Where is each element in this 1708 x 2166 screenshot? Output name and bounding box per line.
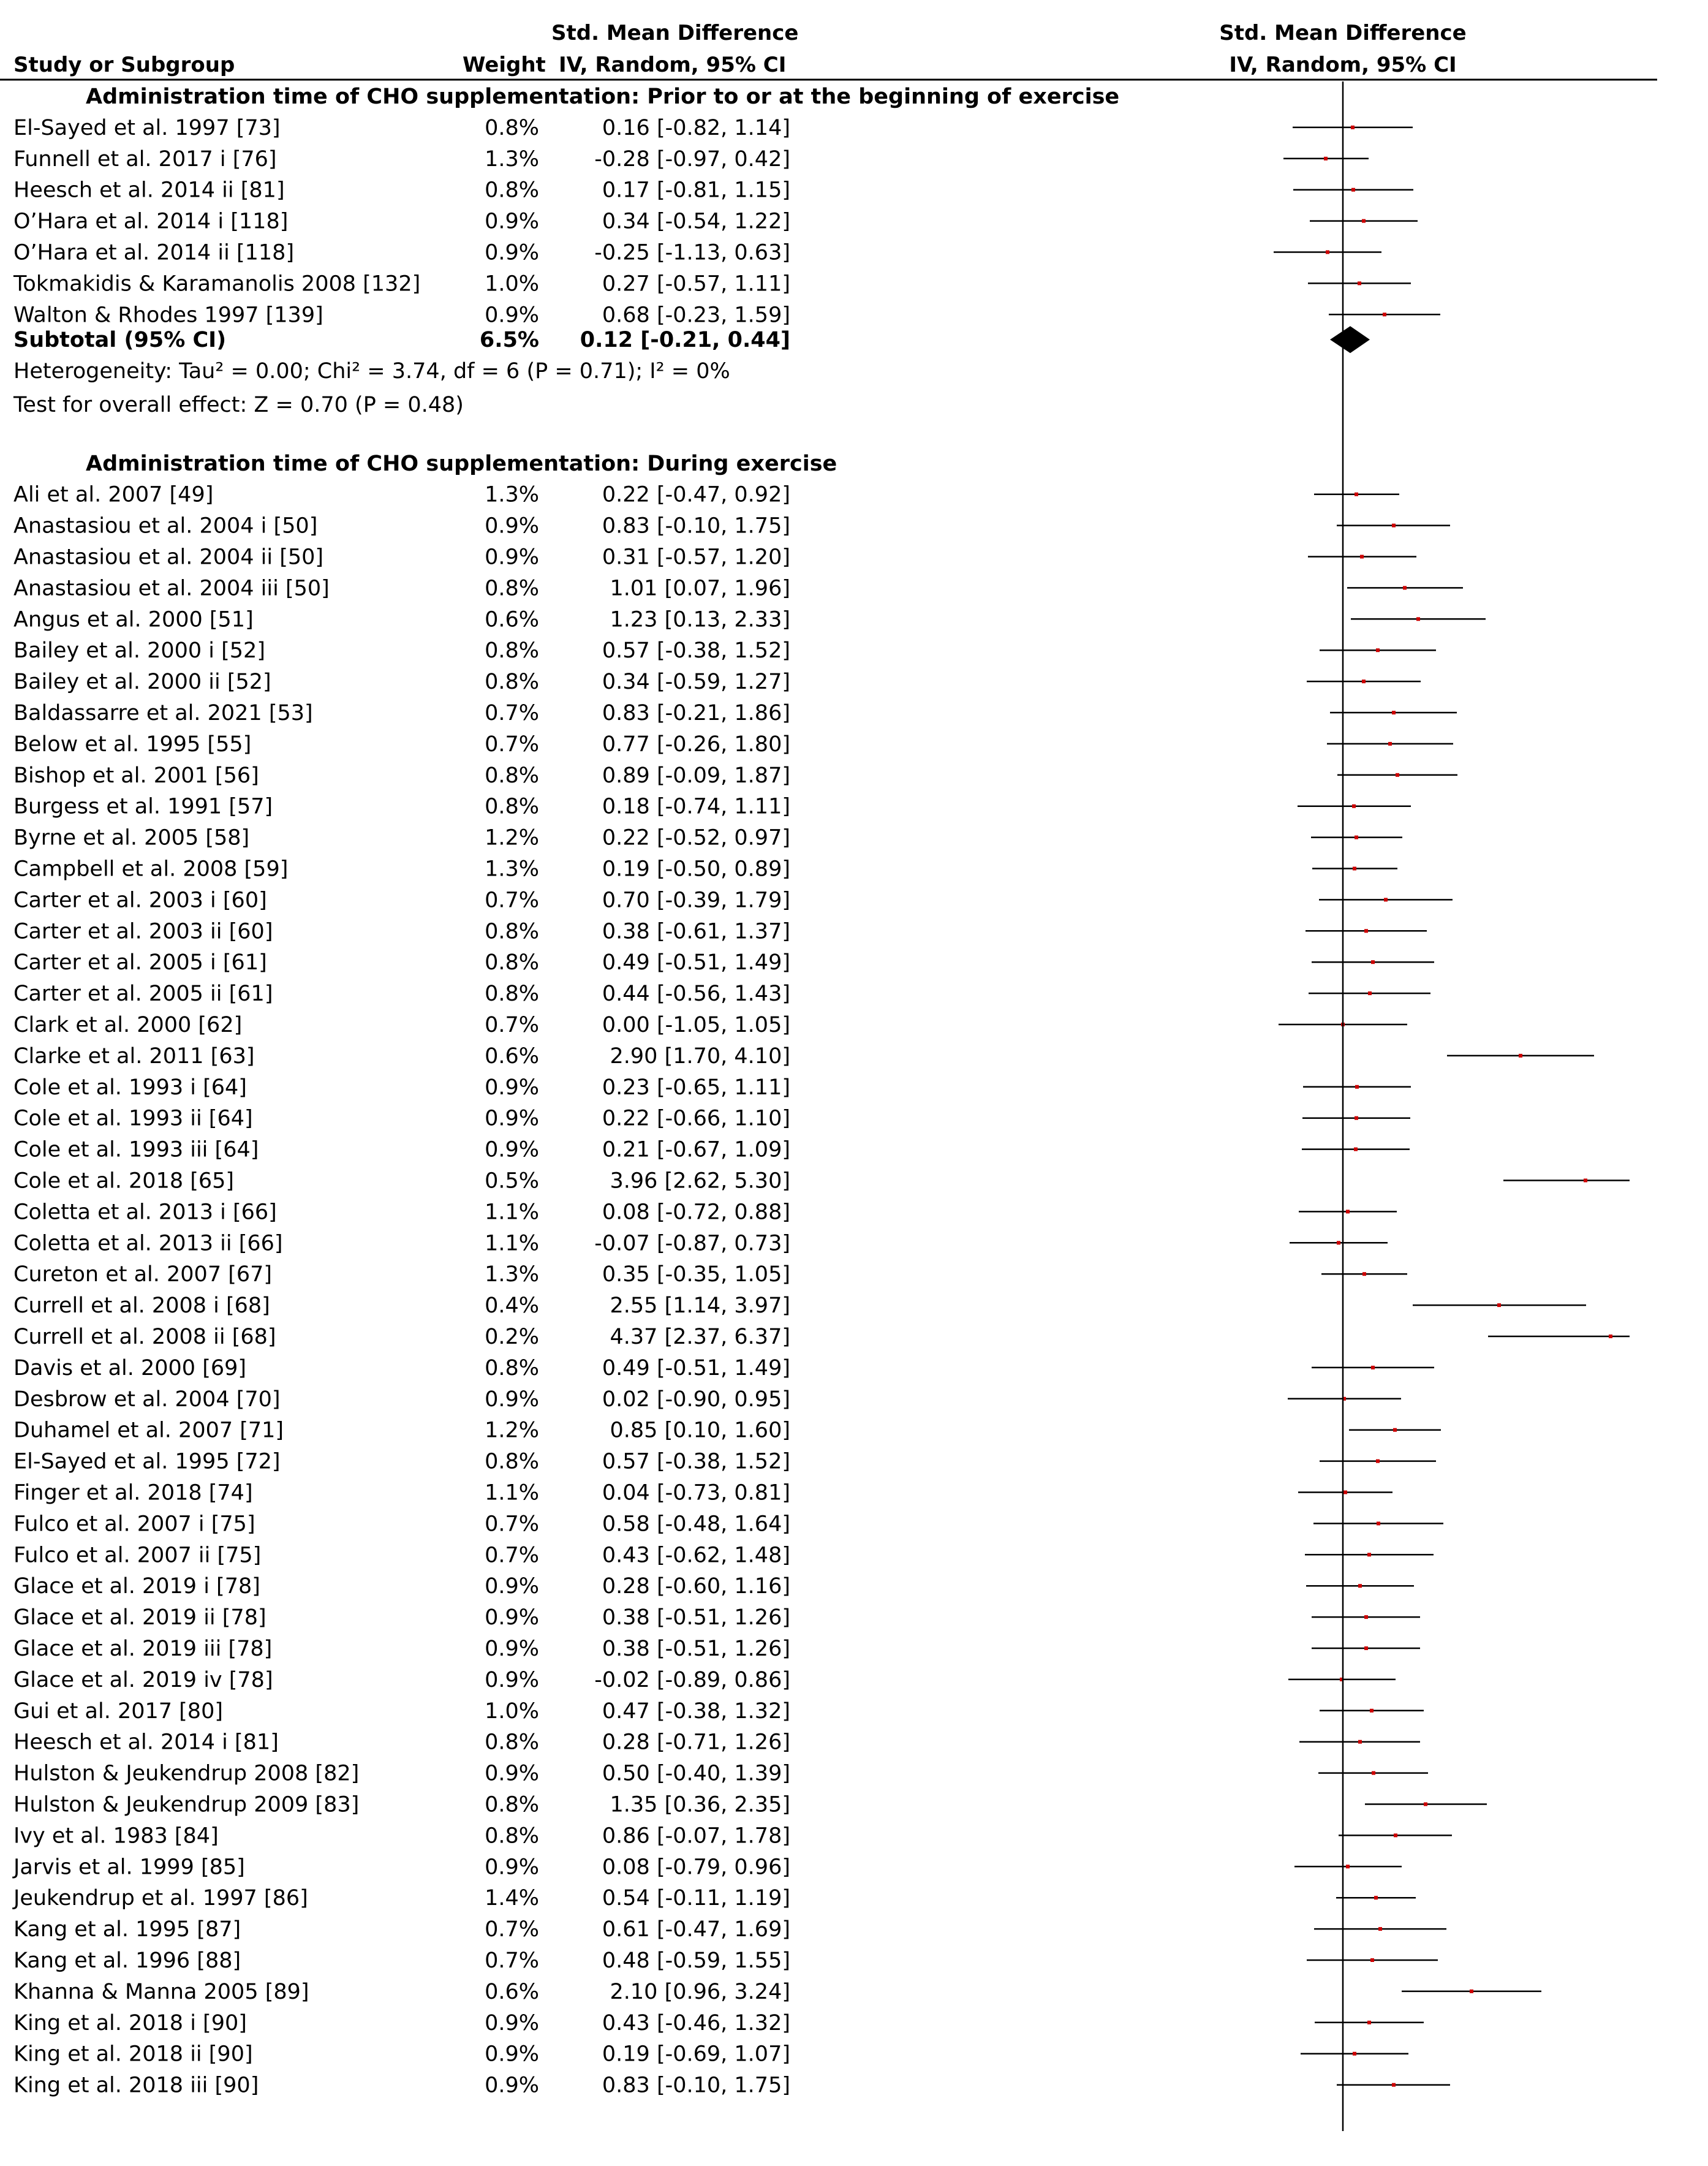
study-ci: 0.83 [-0.21, 1.86]	[602, 701, 790, 725]
study-weight: 0.9%	[485, 209, 539, 234]
study-label: Bailey et al. 2000 i [52]	[13, 638, 265, 664]
study-label: Coletta et al. 2013 i [66]	[13, 1200, 277, 1225]
group-title: Administration time of CHO supplementation: Prior to or at the beginning of exercise	[86, 85, 1120, 109]
study-label: Cureton et al. 2007 [67]	[13, 1262, 273, 1287]
point-estimate	[1376, 1460, 1380, 1463]
study-label: O’Hara et al. 2014 ii [118]	[13, 240, 295, 265]
study-ci: 1.35 [0.36, 2.35]	[610, 1792, 790, 1817]
study-weight: 1.0%	[485, 1698, 539, 1724]
point-estimate	[1377, 1521, 1380, 1525]
study-weight: 0.8%	[485, 115, 539, 140]
study-weight: 0.9%	[485, 240, 539, 265]
study-weight: 0.8%	[485, 919, 539, 944]
study-ci: 0.43 [-0.62, 1.48]	[602, 1543, 790, 1568]
study-ci: 0.19 [-0.50, 0.89]	[602, 857, 790, 882]
study-ci: 0.57 [-0.38, 1.52]	[602, 638, 790, 664]
point-estimate	[1367, 2021, 1371, 2024]
study-label: Glace et al. 2019 i [78]	[13, 1574, 260, 1599]
study-ci: 0.50 [-0.40, 1.39]	[602, 1761, 790, 1786]
header-method: IV, Random, 95% CI	[559, 53, 787, 77]
study-label: Fulco et al. 2007 i [75]	[13, 1512, 255, 1537]
header-plot-smd: Std. Mean Difference	[1219, 21, 1467, 45]
study-ci: 0.61 [-0.47, 1.69]	[602, 1917, 790, 1942]
study-weight: 0.9%	[485, 1605, 539, 1630]
study-label: Clark et al. 2000 [62]	[13, 1013, 243, 1037]
study-ci: 0.57 [-0.38, 1.52]	[602, 1449, 790, 1474]
point-estimate	[1384, 898, 1388, 901]
point-estimate	[1352, 805, 1356, 808]
study-ci: 0.35 [-0.35, 1.05]	[602, 1262, 790, 1287]
study-weight: 0.9%	[485, 1855, 539, 1880]
study-label: Davis et al. 2000 [69]	[13, 1355, 247, 1380]
study-weight: 1.2%	[485, 825, 539, 850]
header-smd: Std. Mean Difference	[551, 21, 799, 45]
point-estimate	[1392, 711, 1396, 714]
study-weight: 1.3%	[485, 857, 539, 882]
study-ci: 0.49 [-0.51, 1.49]	[602, 950, 790, 975]
point-estimate	[1394, 1833, 1397, 1837]
study-weight: 0.7%	[485, 888, 539, 913]
study-weight: 1.4%	[485, 1886, 539, 1911]
study-weight: 0.9%	[485, 2042, 539, 2067]
study-label: Anastasiou et al. 2004 i [50]	[13, 513, 318, 539]
point-estimate	[1403, 586, 1407, 589]
study-ci: 0.08 [-0.72, 0.88]	[602, 1200, 790, 1225]
point-estimate	[1351, 188, 1355, 192]
study-ci: 0.54 [-0.11, 1.19]	[602, 1886, 790, 1911]
study-label: Glace et al. 2019 iv [78]	[13, 1667, 273, 1692]
study-label: Desbrow et al. 2004 [70]	[13, 1387, 281, 1412]
point-estimate	[1396, 773, 1399, 777]
study-label: Cole et al. 2018 [65]	[13, 1168, 235, 1194]
study-weight: 0.7%	[485, 1917, 539, 1942]
study-weight: 1.1%	[485, 1200, 539, 1225]
point-estimate	[1392, 2083, 1396, 2087]
point-estimate	[1383, 312, 1386, 316]
study-weight: 0.2%	[485, 1325, 539, 1349]
study-label: Ali et al. 2007 [49]	[13, 482, 214, 507]
study-label: King et al. 2018 iii [90]	[13, 2073, 259, 2098]
point-estimate	[1358, 1740, 1362, 1744]
point-estimate	[1367, 1553, 1371, 1556]
point-estimate	[1368, 991, 1372, 995]
plot-marks	[1274, 81, 1630, 2131]
study-label: Hulston & Jeukendrup 2009 [83]	[13, 1792, 360, 1817]
study-label: Cole et al. 1993 i [64]	[13, 1075, 247, 1100]
study-weight: 0.4%	[485, 1293, 539, 1319]
study-ci: -0.28 [-0.97, 0.42]	[594, 146, 790, 172]
study-label: Coletta et al. 2013 ii [66]	[13, 1231, 283, 1256]
study-ci: 0.08 [-0.79, 0.96]	[602, 1855, 790, 1880]
point-estimate	[1393, 1428, 1397, 1432]
study-ci: 0.47 [-0.38, 1.32]	[602, 1698, 790, 1724]
study-ci: 0.34 [-0.59, 1.27]	[602, 670, 790, 695]
study-weight: 1.2%	[485, 1418, 539, 1443]
subtotal-weight: 6.5%	[479, 328, 539, 353]
point-estimate	[1362, 219, 1366, 223]
study-ci: 0.00 [-1.05, 1.05]	[602, 1013, 790, 1037]
study-ci: 1.23 [0.13, 2.33]	[610, 607, 790, 632]
point-estimate	[1376, 648, 1380, 652]
study-weight: 0.7%	[485, 701, 539, 725]
study-weight: 0.9%	[485, 1761, 539, 1786]
study-ci: 2.55 [1.14, 3.97]	[610, 1293, 790, 1319]
column-headers	[0, 21, 1657, 80]
study-weight: 0.7%	[485, 1512, 539, 1537]
point-estimate	[1370, 1709, 1374, 1713]
point-estimate	[1355, 1085, 1359, 1089]
study-weight: 0.8%	[485, 178, 539, 203]
study-ci: 0.38 [-0.51, 1.26]	[602, 1637, 790, 1661]
point-estimate	[1337, 1241, 1340, 1244]
point-estimate	[1360, 555, 1364, 559]
study-weight: 0.8%	[485, 1730, 539, 1755]
point-estimate	[1326, 251, 1329, 254]
subtotal-diamond	[1330, 326, 1370, 353]
point-estimate	[1324, 157, 1328, 161]
study-weight: 1.3%	[485, 482, 539, 507]
study-label: El-Sayed et al. 1997 [73]	[13, 115, 281, 140]
study-ci: 0.68 [-0.23, 1.59]	[602, 303, 790, 328]
header-study: Study or Subgroup	[13, 53, 235, 77]
study-weight: 0.8%	[485, 763, 539, 788]
point-estimate	[1364, 1615, 1368, 1619]
study-weight: 1.0%	[485, 271, 539, 297]
study-label: O’Hara et al. 2014 i [118]	[13, 209, 289, 234]
group-title: Administration time of CHO supplementation: During exercise	[86, 451, 837, 476]
study-label: Cole et al. 1993 iii [64]	[13, 1137, 259, 1162]
study-ci: 0.38 [-0.61, 1.37]	[602, 919, 790, 944]
study-ci: 2.10 [0.96, 3.24]	[610, 1979, 790, 2004]
study-ci: 0.48 [-0.59, 1.55]	[602, 1948, 790, 1973]
study-label: Baldassarre et al. 2021 [53]	[13, 701, 313, 725]
study-ci: 0.83 [-0.10, 1.75]	[602, 513, 790, 539]
point-estimate	[1388, 742, 1392, 746]
study-weight: 0.7%	[485, 1013, 539, 1037]
study-label: Funnell et al. 2017 i [76]	[13, 146, 277, 172]
study-ci: 0.58 [-0.48, 1.64]	[602, 1512, 790, 1537]
study-ci: 0.70 [-0.39, 1.79]	[602, 888, 790, 913]
study-weight: 0.9%	[485, 513, 539, 539]
point-estimate	[1355, 493, 1358, 496]
study-ci: 0.34 [-0.54, 1.22]	[602, 209, 790, 234]
study-weight: 0.9%	[485, 1106, 539, 1131]
study-label: Bishop et al. 2001 [56]	[13, 763, 259, 788]
point-estimate	[1358, 281, 1361, 285]
study-weight: 0.8%	[485, 950, 539, 975]
subtotal-ci: 0.12 [-0.21, 0.44]	[580, 328, 790, 353]
point-estimate	[1358, 1584, 1362, 1588]
study-weight: 0.7%	[485, 1948, 539, 1973]
study-ci: 0.43 [-0.46, 1.32]	[602, 2010, 790, 2035]
study-weight: 0.6%	[485, 1043, 539, 1069]
point-estimate	[1351, 126, 1355, 129]
study-ci: 0.27 [-0.57, 1.11]	[602, 271, 790, 297]
study-label: King et al. 2018 ii [90]	[13, 2042, 253, 2067]
point-estimate	[1354, 1148, 1358, 1151]
study-ci: 0.18 [-0.74, 1.11]	[602, 794, 790, 819]
study-ci: 4.37 [2.37, 6.37]	[610, 1325, 790, 1349]
study-label: Gui et al. 2017 [80]	[13, 1698, 224, 1724]
point-estimate	[1584, 1179, 1587, 1183]
study-ci: 0.38 [-0.51, 1.26]	[602, 1605, 790, 1630]
point-estimate	[1343, 1491, 1347, 1494]
study-label: Currell et al. 2008 ii [68]	[13, 1325, 276, 1349]
point-estimate	[1416, 617, 1420, 621]
study-label: Ivy et al. 1983 [84]	[13, 1823, 219, 1849]
study-label: Duhamel et al. 2007 [71]	[13, 1418, 284, 1443]
study-label: Anastasiou et al. 2004 iii [50]	[13, 576, 330, 601]
study-label: Finger et al. 2018 [74]	[13, 1480, 253, 1505]
study-label: Below et al. 1995 [55]	[13, 732, 252, 757]
point-estimate	[1371, 1366, 1375, 1369]
point-estimate	[1424, 1803, 1427, 1806]
point-estimate	[1519, 1054, 1522, 1058]
study-label: Carter et al. 2003 ii [60]	[13, 919, 273, 944]
study-weight: 0.8%	[485, 1823, 539, 1849]
study-ci: 0.89 [-0.09, 1.87]	[602, 763, 790, 788]
study-weight: 1.3%	[485, 1262, 539, 1287]
study-label: Burgess et al. 1991 [57]	[13, 794, 273, 819]
study-label: Heesch et al. 2014 i [81]	[13, 1730, 279, 1755]
point-estimate	[1392, 524, 1396, 528]
header-weight: Weight	[463, 53, 546, 77]
study-ci: -0.02 [-0.89, 0.86]	[594, 1667, 790, 1692]
study-label: Hulston & Jeukendrup 2008 [82]	[13, 1761, 360, 1786]
subtotal-label: Subtotal (95% CI)	[13, 328, 227, 353]
study-ci: 0.22 [-0.52, 0.97]	[602, 825, 790, 850]
study-weight: 0.5%	[485, 1168, 539, 1194]
study-ci: 0.02 [-0.90, 0.95]	[602, 1387, 790, 1412]
study-label: Fulco et al. 2007 ii [75]	[13, 1543, 262, 1568]
study-weight: 0.9%	[485, 1574, 539, 1599]
study-ci: 0.49 [-0.51, 1.49]	[602, 1355, 790, 1380]
study-label: Heesch et al. 2014 ii [81]	[13, 178, 285, 203]
study-label: Campbell et al. 2008 [59]	[13, 857, 289, 882]
study-label: Cole et al. 1993 ii [64]	[13, 1106, 253, 1131]
study-ci: 0.83 [-0.10, 1.75]	[602, 2073, 790, 2098]
point-estimate	[1364, 929, 1368, 933]
study-weight: 0.9%	[485, 545, 539, 570]
study-label: Byrne et al. 2005 [58]	[13, 825, 250, 850]
study-label: Carter et al. 2005 ii [61]	[13, 982, 273, 1007]
study-ci: 0.21 [-0.67, 1.09]	[602, 1137, 790, 1162]
study-label: Bailey et al. 2000 ii [52]	[13, 670, 271, 695]
study-weight: 1.3%	[485, 146, 539, 172]
study-weight: 0.8%	[485, 794, 539, 819]
study-weight: 0.7%	[485, 1543, 539, 1568]
study-ci: 3.96 [2.62, 5.30]	[610, 1168, 790, 1194]
point-estimate	[1362, 680, 1366, 683]
point-estimate	[1372, 1771, 1375, 1775]
study-weight: 0.6%	[485, 607, 539, 632]
study-ci: 0.04 [-0.73, 0.81]	[602, 1480, 790, 1505]
study-label: Jarvis et al. 1999 [85]	[13, 1855, 245, 1880]
study-ci: 0.85 [0.10, 1.60]	[610, 1418, 790, 1443]
study-label: Walton & Rhodes 1997 [139]	[13, 303, 323, 328]
study-weight: 0.8%	[485, 576, 539, 601]
study-weight: 0.9%	[485, 1387, 539, 1412]
study-label: Glace et al. 2019 ii [78]	[13, 1605, 266, 1630]
point-estimate	[1364, 1646, 1368, 1650]
study-label: Anastasiou et al. 2004 ii [50]	[13, 545, 324, 570]
study-weight: 0.8%	[485, 982, 539, 1007]
header-plot-method: IV, Random, 95% CI	[1229, 53, 1457, 77]
study-ci: -0.07 [-0.87, 0.73]	[594, 1231, 790, 1256]
study-weight: 1.1%	[485, 1480, 539, 1505]
point-estimate	[1371, 960, 1375, 964]
point-estimate	[1346, 1865, 1350, 1868]
study-ci: 0.22 [-0.66, 1.10]	[602, 1106, 790, 1131]
study-label: Jeukendrup et al. 1997 [86]	[13, 1886, 308, 1911]
point-estimate	[1609, 1335, 1612, 1338]
study-weight: 0.8%	[485, 638, 539, 664]
point-estimate	[1355, 836, 1358, 839]
point-estimate	[1378, 1927, 1382, 1931]
study-ci: 1.01 [0.07, 1.96]	[610, 576, 790, 601]
study-weight: 0.7%	[485, 732, 539, 757]
point-estimate	[1353, 2052, 1356, 2056]
study-weight: 0.9%	[485, 1667, 539, 1692]
study-weight: 0.9%	[485, 1137, 539, 1162]
study-ci: 2.90 [1.70, 4.10]	[610, 1043, 790, 1069]
point-estimate	[1374, 1896, 1378, 1899]
study-weight: 1.1%	[485, 1231, 539, 1256]
overall-effect-text: Test for overall effect: Z = 0.70 (P = 0.48)	[13, 393, 464, 417]
study-weight: 0.8%	[485, 1449, 539, 1474]
study-ci: 0.23 [-0.65, 1.11]	[602, 1075, 790, 1100]
study-ci: 0.31 [-0.57, 1.20]	[602, 545, 790, 570]
study-weight: 0.8%	[485, 1355, 539, 1380]
study-label: Kang et al. 1995 [87]	[13, 1917, 241, 1942]
study-label: Carter et al. 2003 i [60]	[13, 888, 267, 913]
study-label: Khanna & Manna 2005 [89]	[13, 1979, 309, 2004]
study-ci: -0.25 [-1.13, 0.63]	[594, 240, 790, 265]
study-ci: 0.17 [-0.81, 1.15]	[602, 178, 790, 203]
study-weight: 0.9%	[485, 2010, 539, 2035]
study-label: Kang et al. 1996 [88]	[13, 1948, 241, 1973]
study-weight: 0.9%	[485, 1075, 539, 1100]
study-label: El-Sayed et al. 1995 [72]	[13, 1449, 281, 1474]
point-estimate	[1497, 1303, 1501, 1307]
study-ci: 0.22 [-0.47, 0.92]	[602, 482, 790, 507]
study-weight: 0.8%	[485, 1792, 539, 1817]
study-weight: 0.9%	[485, 1637, 539, 1661]
study-label: King et al. 2018 i [90]	[13, 2010, 247, 2035]
study-ci: 0.28 [-0.71, 1.26]	[602, 1730, 790, 1755]
study-ci: 0.44 [-0.56, 1.43]	[602, 982, 790, 1007]
point-estimate	[1355, 1116, 1358, 1120]
study-label: Tokmakidis & Karamanolis 2008 [132]	[13, 271, 421, 297]
point-estimate	[1346, 1210, 1350, 1213]
study-ci: 0.77 [-0.26, 1.80]	[602, 732, 790, 757]
study-ci: 0.86 [-0.07, 1.78]	[602, 1823, 790, 1849]
study-label: Angus et al. 2000 [51]	[13, 607, 254, 632]
study-ci: 0.28 [-0.60, 1.16]	[602, 1574, 790, 1599]
study-weight: 0.6%	[485, 1979, 539, 2004]
study-weight: 0.8%	[485, 670, 539, 695]
study-label: Clarke et al. 2011 [63]	[13, 1043, 255, 1069]
point-estimate	[1353, 867, 1356, 871]
point-estimate	[1470, 1990, 1473, 1993]
point-estimate	[1370, 1958, 1374, 1962]
study-rows	[12, 85, 1119, 2098]
study-label: Currell et al. 2008 i [68]	[13, 1293, 270, 1319]
heterogeneity-text: Heterogeneity: Tau² = 0.00; Chi² = 3.74, df = 6 (P = 0.71); I² = 0%	[13, 359, 730, 384]
study-label: Glace et al. 2019 iii [78]	[13, 1637, 273, 1661]
point-estimate	[1362, 1272, 1366, 1276]
study-label: Carter et al. 2005 i [61]	[13, 950, 267, 975]
study-ci: 0.19 [-0.69, 1.07]	[602, 2042, 790, 2067]
study-weight: 0.9%	[485, 2073, 539, 2098]
study-ci: 0.16 [-0.82, 1.14]	[602, 115, 790, 140]
study-weight: 0.9%	[485, 303, 539, 328]
